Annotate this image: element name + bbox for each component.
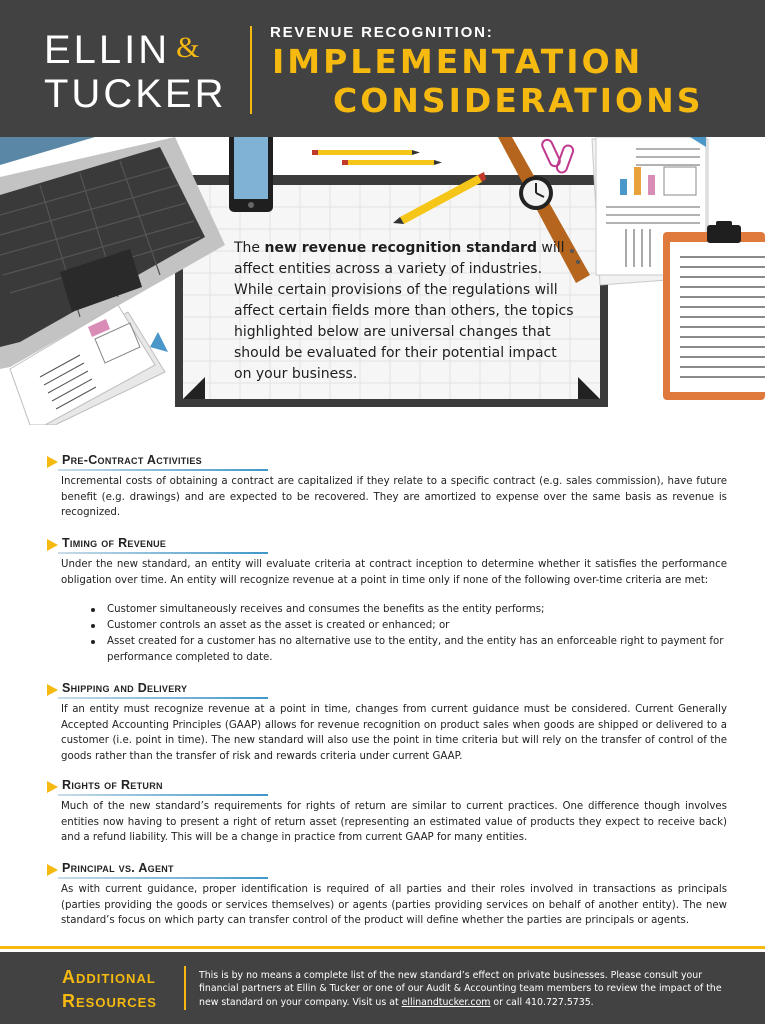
footer-text	[199, 969, 739, 1009]
section-timing	[0, 536, 765, 665]
section-title: Pre-Contract Activities	[62, 453, 202, 467]
section-rule	[58, 794, 268, 796]
section-body: Incremental costs of obtaining a contract are capitalized if they relate to a specific contract (e.g. sales commission), have future benefit (e.g. drawings) and are expected to be recovered. They are amortized to expense over the same basis as revenue is recognized.	[61, 476, 727, 519]
page-footer	[0, 952, 765, 1024]
section-pre-contract	[0, 453, 765, 521]
title-line1: IMPLEMENTATION	[272, 42, 644, 81]
list-item: Asset created for a customer has no alternative use to the entity, and the entity has an enforceable right to payment for performance completed to date.	[107, 634, 727, 665]
list-item: Customer controls an asset as the asset is created or enhanced; or	[107, 618, 727, 634]
footer-title-line2: Resources	[62, 991, 157, 1011]
intro-pre: The	[234, 240, 265, 256]
section-title: Timing of Revenue	[62, 536, 167, 550]
logo-line1: ELLIN	[44, 28, 171, 72]
section-arrow-icon	[47, 781, 58, 793]
section-title: Principal vs. Agent	[62, 861, 174, 875]
header-divider	[250, 26, 252, 114]
section-title: Rights of Return	[62, 778, 163, 792]
intro-paragraph	[234, 238, 574, 385]
list-item: Customer simultaneously receives and consumes the benefits as the entity performs;	[107, 602, 727, 618]
section-arrow-icon	[47, 864, 58, 876]
header-kicker: REVENUE RECOGNITION:	[270, 24, 494, 41]
clipboard-illustration	[663, 221, 765, 400]
ellin-tucker-logo	[44, 30, 226, 114]
section-arrow-icon	[47, 456, 58, 468]
logo-ampersand: &	[176, 31, 203, 64]
section-body: As with current guidance, proper identification is required of all parties and their roles involved in transactions as principals (parties providing the goods or services themselves) or agents (parties providing services on behalf of another entity). The new standard’s focus on which party can transfer control of the product will define whether the parties are principals or agents.	[61, 884, 727, 927]
criteria-list	[107, 602, 727, 665]
section-arrow-icon	[47, 684, 58, 696]
section-rule	[58, 697, 268, 699]
section-body: Much of the new standard’s requirements for rights of return are similar to current practices. One difference though involves entities now having to present a right of return asset (representing an estimated value of products they expect to receive back) and a refund liability. This will be a change in practice from current GAAP for many entities.	[61, 801, 727, 844]
footer-rule	[0, 946, 765, 949]
title-line2: CONSIDERATIONS	[333, 81, 704, 120]
intro-post: will affect entities across a variety of industries. While certain provisions of the regulations will affect certain fields more than others, the topics highlighted below are universal changes that should be evaluated for their potential impact on your business.	[234, 240, 574, 382]
section-rule	[58, 877, 268, 879]
section-principal-agent	[0, 861, 765, 929]
footer-title	[62, 965, 157, 1013]
page-header	[0, 0, 765, 137]
section-arrow-icon	[47, 539, 58, 551]
footer-text-pre: This is by no means a complete list of the new standard’s effect on private businesses. Please consult your financial partners at Ellin & Tucker or one of our Audit & Accounting team members to review the impact of the new standard on your company. Visit us at	[199, 970, 722, 1008]
footer-title-line1: Additional	[62, 967, 156, 987]
section-body: Under the new standard, an entity will evaluate criteria at contract inception to determine whether it satisfies the performance obligation over time. An entity will recognize revenue at a point in time only if none of the following over-time criteria are met:	[61, 559, 727, 586]
section-rights-of-return	[0, 778, 765, 846]
section-rule	[58, 552, 268, 554]
phone-illustration	[229, 137, 273, 212]
section-title: Shipping and Delivery	[62, 681, 188, 695]
logo-line2: TUCKER	[44, 72, 227, 116]
website-link[interactable]: ellinandtucker.com	[401, 996, 491, 1008]
section-body: If an entity must recognize revenue at a point in time, changes from current guidance must be considered. Current Generally Accepted Accounting Principles (GAAP) allows for revenue recognition on product sales when goods are shipped or delivered to a customer (i.e. point in time). The new standard will also use the point in time criteria but will rely on the transfer of control of the goods rather than the transfer of risk and rewards criteria under current GAAP.	[61, 704, 727, 763]
footer-divider	[184, 966, 186, 1010]
footer-text-post: or call 410.727.5735.	[490, 996, 594, 1008]
section-shipping	[0, 681, 765, 765]
intro-bold: new revenue recognition standard	[264, 240, 537, 256]
section-rule	[58, 469, 268, 471]
